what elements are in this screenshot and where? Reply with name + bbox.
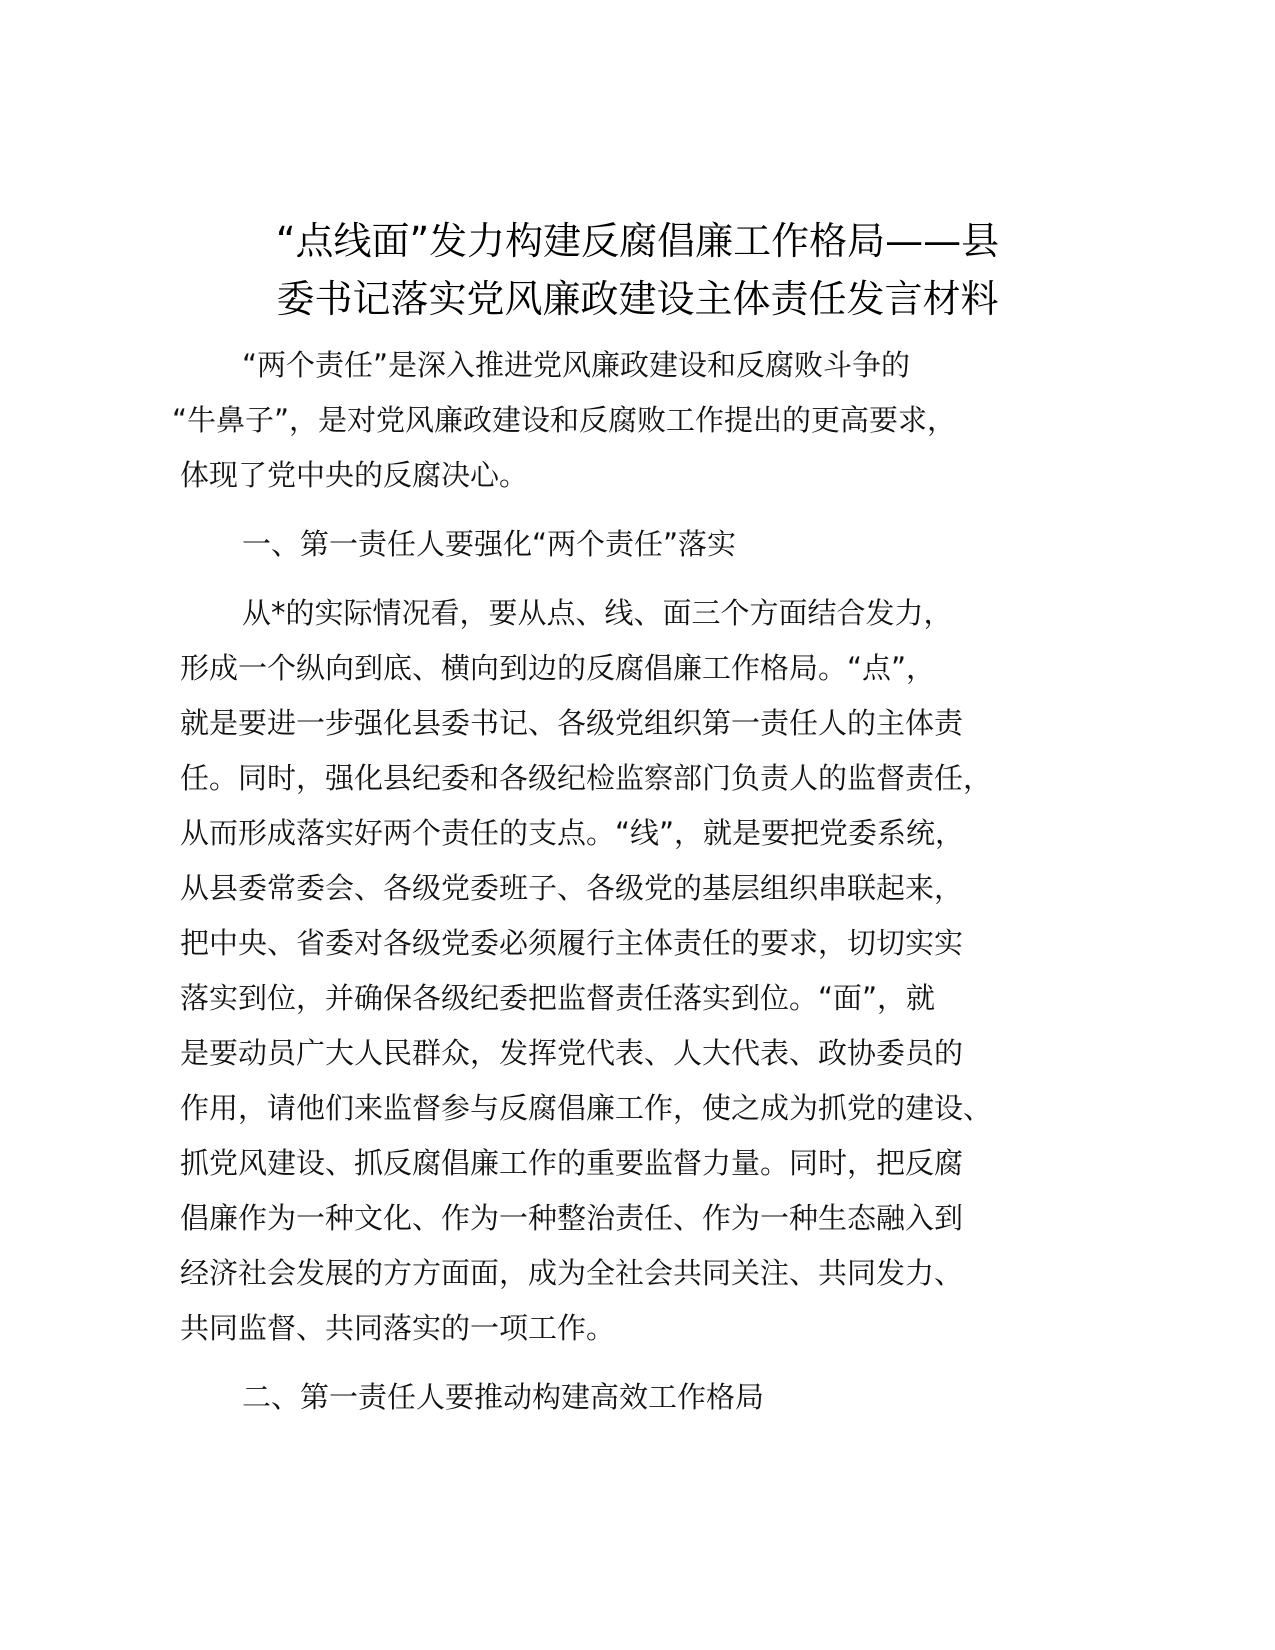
text-line: 共同监督、共同落实的一项工作。 <box>180 1311 616 1345</box>
section-heading-1 <box>180 517 1060 572</box>
text-line: 落实到位，并确保各级纪委把监督责任落实到位。“面”，就 <box>180 981 936 1015</box>
text-line: 把中央、省委对各级党委必须履行主体责任的要求，切切实实 <box>180 926 964 960</box>
document-title <box>170 212 1105 328</box>
text-line: “两个责任”是深入推进党风廉政建设和反腐败斗争的 <box>242 348 911 382</box>
section-heading-2 <box>180 1370 1060 1425</box>
text-line: 倡廉作为一种文化、作为一种整治责任、作为一种生态融入到 <box>180 1201 964 1235</box>
text-line: 形成一个纵向到底、横向到边的反腐倡廉工作格局。“点”， <box>180 651 936 685</box>
heading-text: 二、第一责任人要推动构建高效工作格局 <box>242 1380 765 1414</box>
text-line: 从而形成落实好两个责任的支点。“线”，就是要把党委系统， <box>180 816 965 850</box>
title-line-2: 委书记落实党风廉政建设主体责任发言材料 <box>276 277 999 321</box>
section-1-paragraph <box>180 586 1060 1356</box>
text-line: 作用，请他们来监督参与反腐倡廉工作，使之成为抓党的建设、 <box>180 1091 993 1125</box>
heading-text: 一、第一责任人要强化“两个责任”落实 <box>242 527 737 561</box>
text-line: 是要动员广大人民群众，发挥党代表、人大代表、政协委员的 <box>180 1036 964 1070</box>
text-line: “牛鼻子”，是对党风廉政建设和反腐败工作提出的更高要求， <box>172 403 957 437</box>
intro-paragraph <box>172 338 1060 503</box>
document-body <box>172 338 1060 1425</box>
text-line: 抓党风建设、抓反腐倡廉工作的重要监督力量。同时，把反腐 <box>180 1146 964 1180</box>
text-line: 从县委常委会、各级党委班子、各级党的基层组织串联起来， <box>180 871 964 905</box>
text-line: 从*的实际情况看，要从点、线、面三个方面结合发力， <box>242 596 953 630</box>
text-line: 任。同时，强化县纪委和各级纪检监察部门负责人的监督责任， <box>180 761 993 795</box>
text-line: 就是要进一步强化县委书记、各级党组织第一责任人的主体责 <box>180 706 964 740</box>
title-line-1: “点线面”发力构建反腐倡廉工作格局——县 <box>275 219 1000 263</box>
text-line: 经济社会发展的方方面面，成为全社会共同关注、共同发力、 <box>180 1256 964 1290</box>
text-line: 体现了党中央的反腐决心。 <box>180 458 529 492</box>
